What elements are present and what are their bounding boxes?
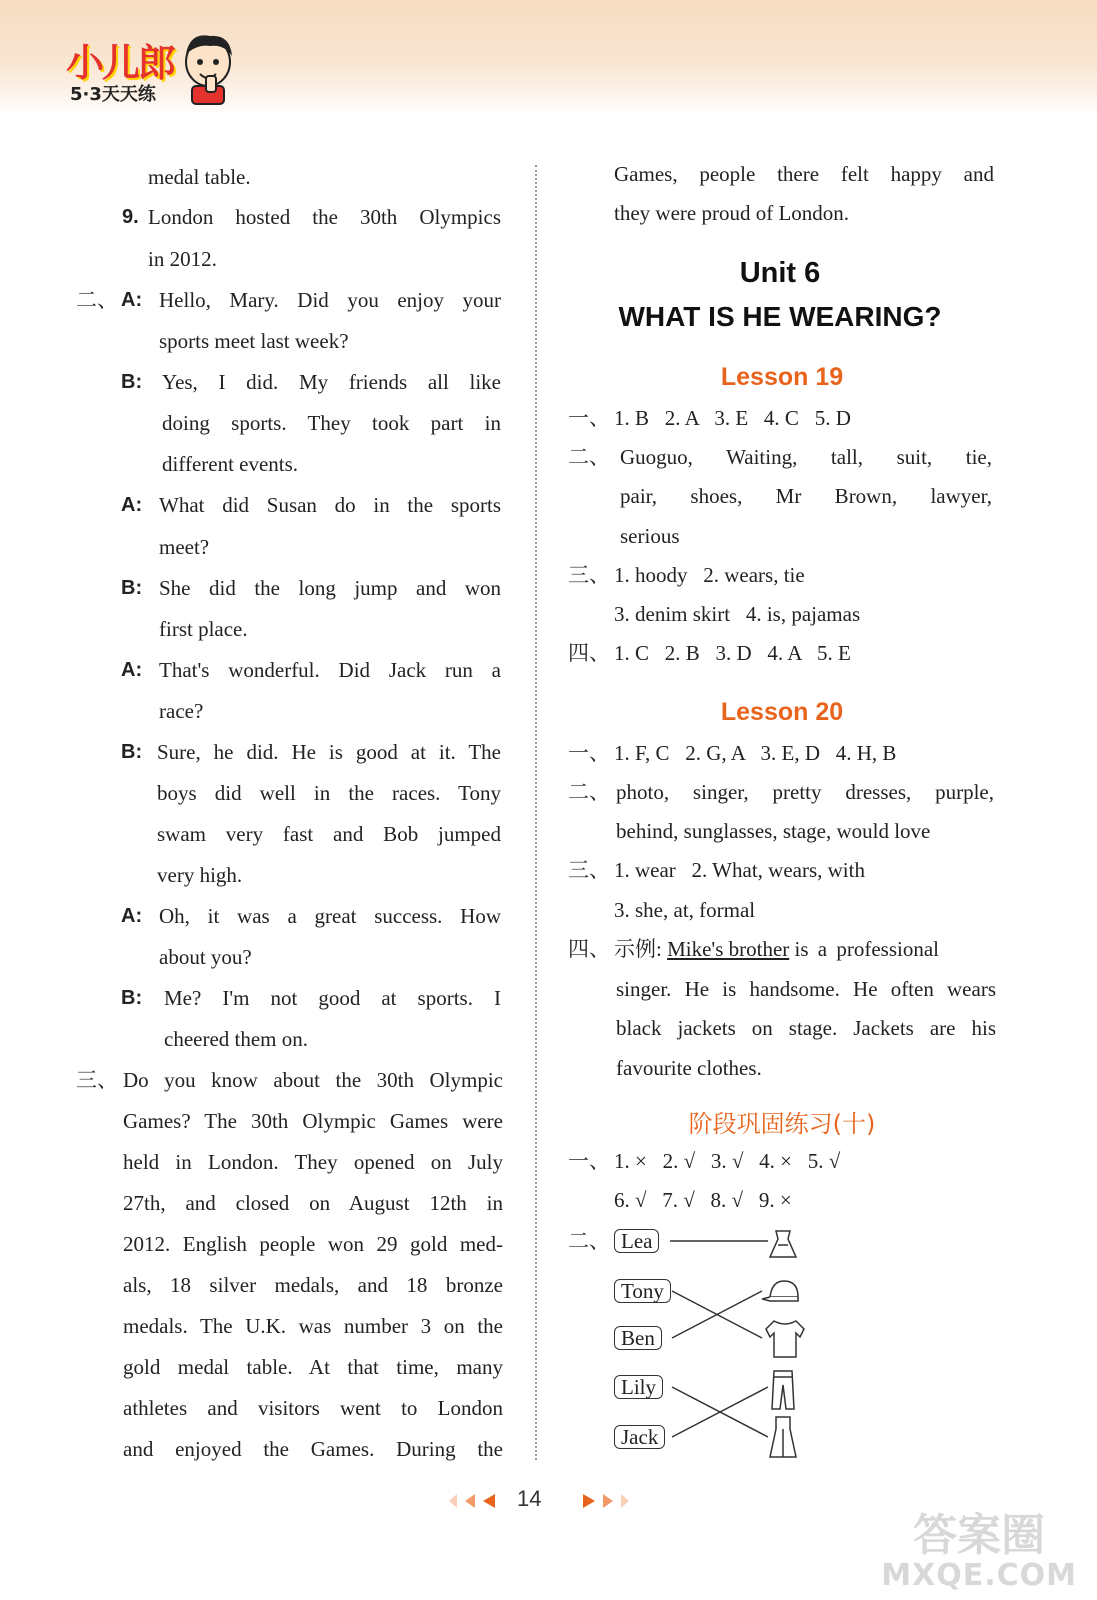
text-line: very high. bbox=[157, 863, 243, 887]
answer-line: black jackets on stage. Jackets are his bbox=[616, 1016, 996, 1040]
answer-line: 1. hoody 2. wears, tie bbox=[614, 563, 805, 587]
text-line: meet? bbox=[159, 535, 210, 559]
text-line: boys did well in the races. Tony bbox=[157, 781, 501, 805]
unit-title: Unit 6 bbox=[739, 257, 821, 289]
item-number: 9. bbox=[122, 206, 139, 228]
lesson-19-title: Lesson 19 bbox=[720, 363, 844, 391]
t-shirt-icon bbox=[766, 1321, 804, 1357]
section-marker-2: 二、 bbox=[568, 445, 610, 469]
speaker-b: B: bbox=[121, 987, 143, 1009]
text-line: different events. bbox=[162, 452, 299, 476]
text-line: als, 18 silver medals, and 18 bronze bbox=[123, 1273, 503, 1297]
section-marker-2: 二、 bbox=[76, 288, 118, 312]
brand-logo bbox=[66, 32, 175, 105]
section-marker-1: 一、 bbox=[568, 1149, 610, 1173]
answer-line: pair, shoes, Mr Brown, lawyer, bbox=[620, 484, 992, 508]
watermark-logo: 答案圈 bbox=[913, 1510, 1046, 1561]
page-navigation bbox=[445, 1486, 635, 1516]
text-line: Sure, he did. He is good at it. The bbox=[157, 740, 501, 764]
name-box-ben: Ben bbox=[614, 1326, 662, 1350]
watermark-url: MXQE.COM bbox=[881, 1558, 1077, 1593]
mascot-boy-icon bbox=[180, 30, 236, 106]
answer-line: 1. C 2. B 3. D 4. A 5. E bbox=[614, 641, 851, 665]
text-line: medals. The U.K. was number 3 on the bbox=[123, 1314, 503, 1338]
speaker-a: A: bbox=[121, 494, 143, 516]
section-marker-4: 四、 bbox=[568, 641, 610, 665]
text-line: held in London. They opened on July bbox=[123, 1150, 503, 1174]
text-line: Games, people there felt happy and bbox=[614, 162, 994, 186]
text-line: and enjoyed the Games. During the bbox=[123, 1437, 503, 1461]
text-line: first place. bbox=[159, 617, 248, 641]
next-arrows-icon bbox=[577, 1490, 633, 1512]
text-line: athletes and visitors went to London bbox=[123, 1396, 503, 1420]
name-box-tony: Tony bbox=[614, 1279, 671, 1303]
name-box-jack: Jack bbox=[614, 1425, 665, 1449]
lesson-20-title: Lesson 20 bbox=[720, 698, 844, 726]
text-line: Yes, I did. My friends all like bbox=[162, 370, 501, 394]
text-line: cheered them on. bbox=[164, 1027, 309, 1051]
text-line: swam very fast and Bob jumped bbox=[157, 822, 501, 846]
answer-line: Guoguo, Waiting, tall, suit, tie, bbox=[620, 445, 992, 469]
outfit-icon bbox=[770, 1417, 796, 1457]
text-line: She did the long jump and won bbox=[159, 576, 501, 600]
answer-line: 1. B 2. A 3. E 4. C 5. D bbox=[614, 406, 851, 430]
speaker-a: A: bbox=[121, 289, 143, 311]
logo-series-text: 5·3天天练 bbox=[70, 84, 156, 105]
answer-line: favourite clothes. bbox=[616, 1056, 762, 1080]
section-marker-2: 二、 bbox=[568, 780, 610, 804]
speaker-b: B: bbox=[121, 741, 143, 763]
logo-brand-text: 小儿郎 bbox=[66, 41, 175, 85]
name-box-lily: Lily bbox=[614, 1375, 663, 1399]
answer-line: 1. × 2. √ 3. √ 4. × 5. √ bbox=[614, 1149, 841, 1173]
text-line: about you? bbox=[159, 945, 252, 969]
watermark bbox=[881, 1512, 1077, 1592]
dress-icon bbox=[770, 1231, 796, 1257]
name-box-lea: Lea bbox=[614, 1229, 659, 1253]
answer-line: 6. √ 7. √ 8. √ 9. × bbox=[614, 1188, 792, 1212]
text-line: race? bbox=[159, 699, 204, 723]
section-marker-2: 二、 bbox=[568, 1229, 610, 1253]
text-line: Hello, Mary. Did you enjoy your bbox=[159, 288, 501, 312]
answer-line: 3. denim skirt 4. is, pajamas bbox=[614, 602, 861, 626]
answer-line: serious bbox=[620, 524, 680, 548]
text-line: in 2012. bbox=[148, 247, 217, 271]
section-marker-3: 三、 bbox=[76, 1068, 118, 1092]
section-marker-3: 三、 bbox=[568, 858, 610, 882]
answer-line: behind, sunglasses, stage, would love bbox=[616, 819, 931, 843]
text-line: Games? The 30th Olympic Games were bbox=[123, 1109, 503, 1133]
matching-lines-diagram bbox=[660, 1225, 820, 1465]
prev-arrows-icon bbox=[445, 1490, 501, 1512]
text-line: Oh, it was a great success. How bbox=[159, 904, 501, 928]
speaker-a: A: bbox=[121, 905, 143, 927]
answer-line: 1. wear 2. What, wears, with bbox=[614, 858, 865, 882]
section-marker-3: 三、 bbox=[568, 563, 610, 587]
stage-practice-title: 阶段巩固练习(十) bbox=[688, 1110, 876, 1138]
pants-icon bbox=[772, 1371, 794, 1409]
example-rest: is a professional bbox=[794, 937, 940, 961]
text-line: they were proud of London. bbox=[614, 201, 850, 225]
text-line: doing sports. They took part in bbox=[162, 411, 501, 435]
text-line: London hosted the 30th Olympics bbox=[148, 205, 501, 229]
text-line: That's wonderful. Did Jack run a bbox=[159, 658, 501, 682]
text-line: Me? I'm not good at sports. I bbox=[164, 986, 501, 1010]
example-prefix: 示例: bbox=[614, 937, 662, 961]
unit-subtitle: WHAT IS HE WEARING? bbox=[618, 301, 942, 332]
page-number: 14 bbox=[517, 1486, 542, 1511]
example-underlined: Mike's brother bbox=[667, 937, 790, 961]
answer-line: singer. He is handsome. He often wears bbox=[616, 977, 996, 1001]
column-divider bbox=[535, 165, 537, 1460]
text-line: 27th, and closed on August 12th in bbox=[123, 1191, 503, 1215]
answer-line: 3. she, at, formal bbox=[614, 898, 756, 922]
example-line bbox=[614, 936, 939, 962]
answer-line: photo, singer, pretty dresses, purple, bbox=[616, 780, 994, 804]
text-line: Do you know about the 30th Olympic bbox=[123, 1068, 503, 1092]
text-line: gold medal table. At that time, many bbox=[123, 1355, 503, 1379]
answer-line: 1. F, C 2. G, A 3. E, D 4. H, B bbox=[614, 741, 897, 765]
speaker-a: A: bbox=[121, 659, 143, 681]
section-marker-1: 一、 bbox=[568, 406, 610, 430]
text-line: 2012. English people won 29 gold med- bbox=[123, 1232, 503, 1256]
text-line: medal table. bbox=[148, 165, 251, 189]
text-line: sports meet last week? bbox=[159, 329, 349, 353]
speaker-b: B: bbox=[121, 371, 143, 393]
section-marker-1: 一、 bbox=[568, 741, 610, 765]
cap-icon bbox=[762, 1281, 798, 1301]
text-line: What did Susan do in the sports bbox=[159, 493, 501, 517]
section-marker-4: 四、 bbox=[568, 937, 610, 961]
speaker-b: B: bbox=[121, 577, 143, 599]
